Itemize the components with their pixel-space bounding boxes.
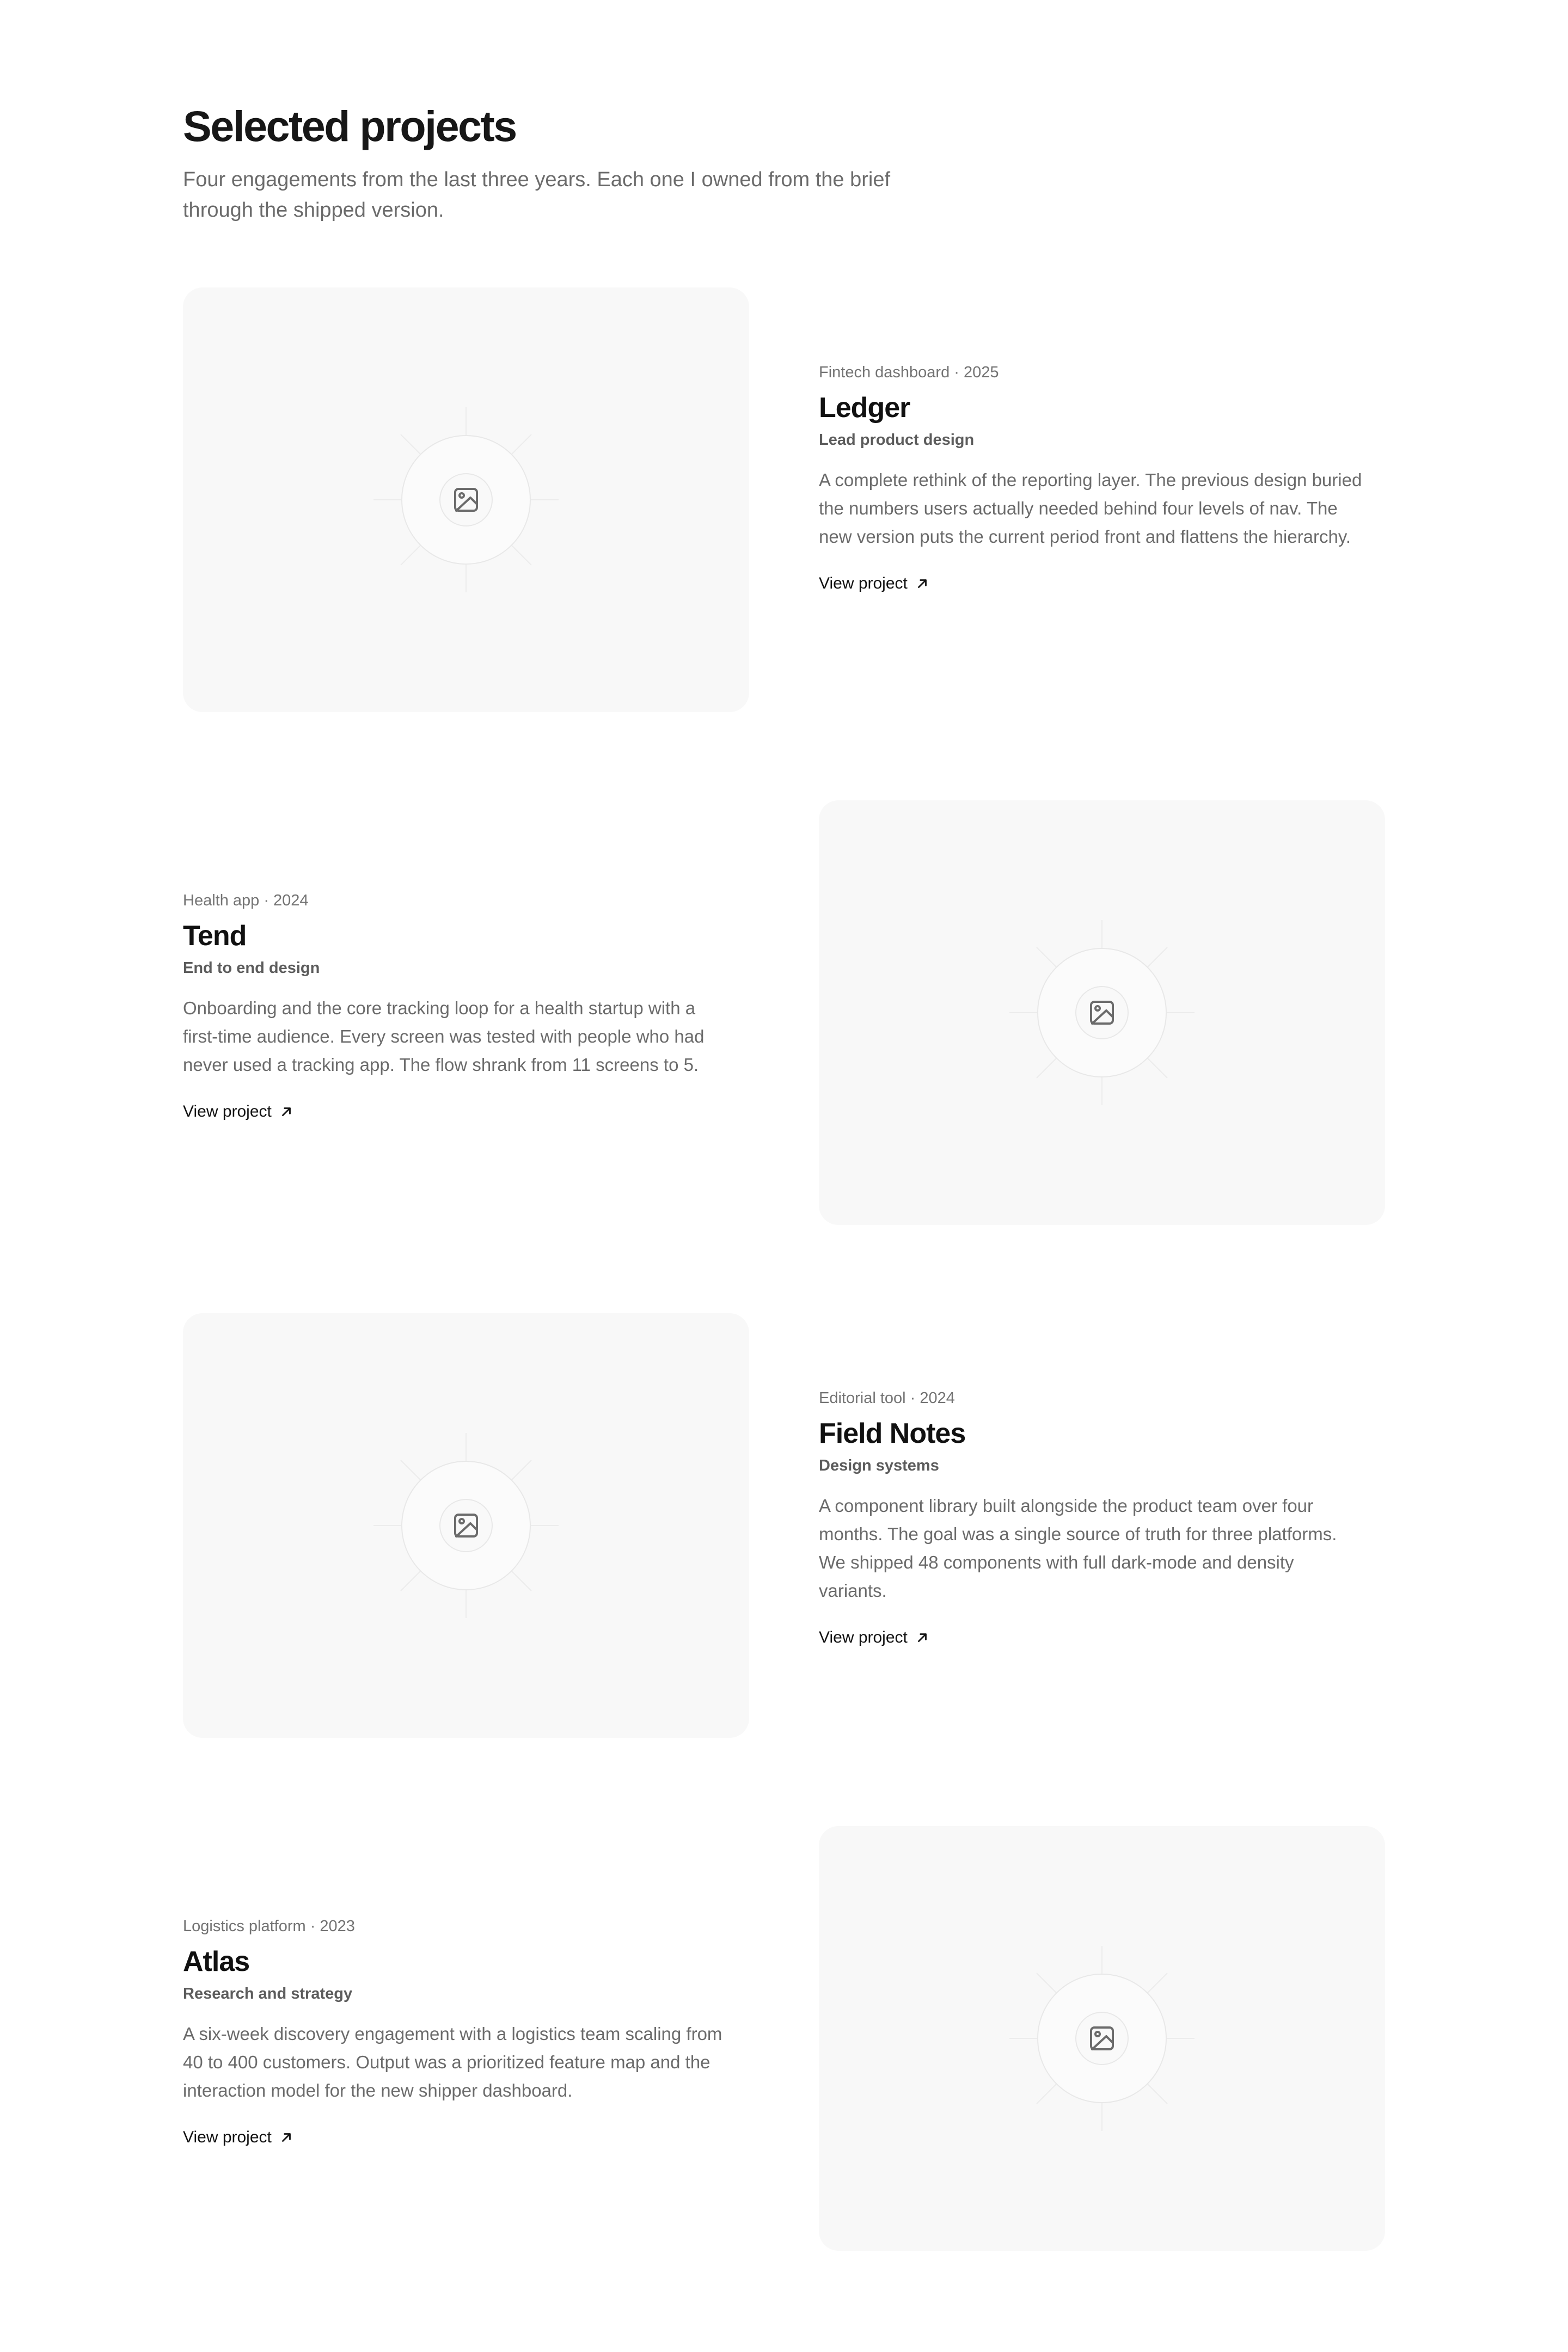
project-title: Ledger xyxy=(819,392,910,424)
project-meta: Editorial tool · 2024 xyxy=(819,1389,955,1407)
view-project-label: View project xyxy=(183,2128,272,2146)
arrow-up-right-icon xyxy=(279,2130,293,2145)
project-description: A component library built alongside the product team over four months. The goal was a single source of truth for three platforms. We shipped 48 components with full dark-mode and density variants. xyxy=(819,1496,1337,1601)
project-title: Tend xyxy=(183,920,247,952)
page-intro: Four engagements from the last three years. Each one I owned from the brief through the shipped version. xyxy=(183,168,891,222)
view-project-label: View project xyxy=(183,1102,272,1120)
project-description: Onboarding and the core tracking loop for a health startup with a first-time audience. Every screen was tested with people who had never used a tracking app. The flow shrank from 11 screens to 5. xyxy=(183,998,705,1075)
project-info xyxy=(819,1387,1363,1649)
project-thumbnail[interactable] xyxy=(183,287,749,712)
project-title: Atlas xyxy=(183,1946,250,1977)
project-title: Field Notes xyxy=(819,1418,966,1449)
project-thumbnail[interactable] xyxy=(819,1826,1385,2251)
arrow-up-right-icon xyxy=(915,577,929,591)
project-thumbnail[interactable] xyxy=(183,1313,749,1738)
view-project-link[interactable] xyxy=(183,2127,293,2148)
project-card-tend xyxy=(183,800,1385,1225)
section-header xyxy=(183,101,945,225)
project-role: Research and strategy xyxy=(183,1985,353,2002)
view-project-link[interactable] xyxy=(183,1101,293,1123)
project-description: A six-week discovery engagement with a logistics team scaling from 40 to 400 customers. Output was a prioritized feature map and the interaction model for the new shipper dashboard. xyxy=(183,2024,722,2100)
project-info xyxy=(819,362,1363,595)
project-card-ledger xyxy=(183,287,1385,712)
project-role: Lead product design xyxy=(819,431,975,449)
project-description: A complete rethink of the reporting layer. The previous design buried the numbers users actually needed behind four levels of nav. The new version puts the current period front and flattens the hierarchy. xyxy=(819,470,1362,547)
view-project-label: View project xyxy=(819,1628,908,1646)
image-placeholder-icon xyxy=(183,1313,749,1738)
project-meta: Logistics platform · 2023 xyxy=(183,1918,355,1935)
project-thumbnail[interactable] xyxy=(819,800,1385,1225)
arrow-up-right-icon xyxy=(279,1105,293,1119)
project-info xyxy=(183,890,727,1123)
project-meta: Fintech dashboard · 2025 xyxy=(819,364,999,381)
arrow-up-right-icon xyxy=(915,1631,929,1645)
view-project-label: View project xyxy=(819,574,908,592)
page-title: Selected projects xyxy=(183,102,516,150)
image-placeholder-icon xyxy=(819,800,1385,1225)
project-role: End to end design xyxy=(183,959,320,977)
project-info xyxy=(183,1915,727,2148)
project-card-field-notes xyxy=(183,1313,1385,1738)
project-meta: Health app · 2024 xyxy=(183,892,309,909)
project-role: Design systems xyxy=(819,1457,939,1474)
project-card-atlas xyxy=(183,1826,1385,2251)
view-project-link[interactable] xyxy=(819,573,929,595)
view-project-link[interactable] xyxy=(819,1627,929,1649)
image-placeholder-icon xyxy=(183,287,749,712)
image-placeholder-icon xyxy=(819,1826,1385,2251)
